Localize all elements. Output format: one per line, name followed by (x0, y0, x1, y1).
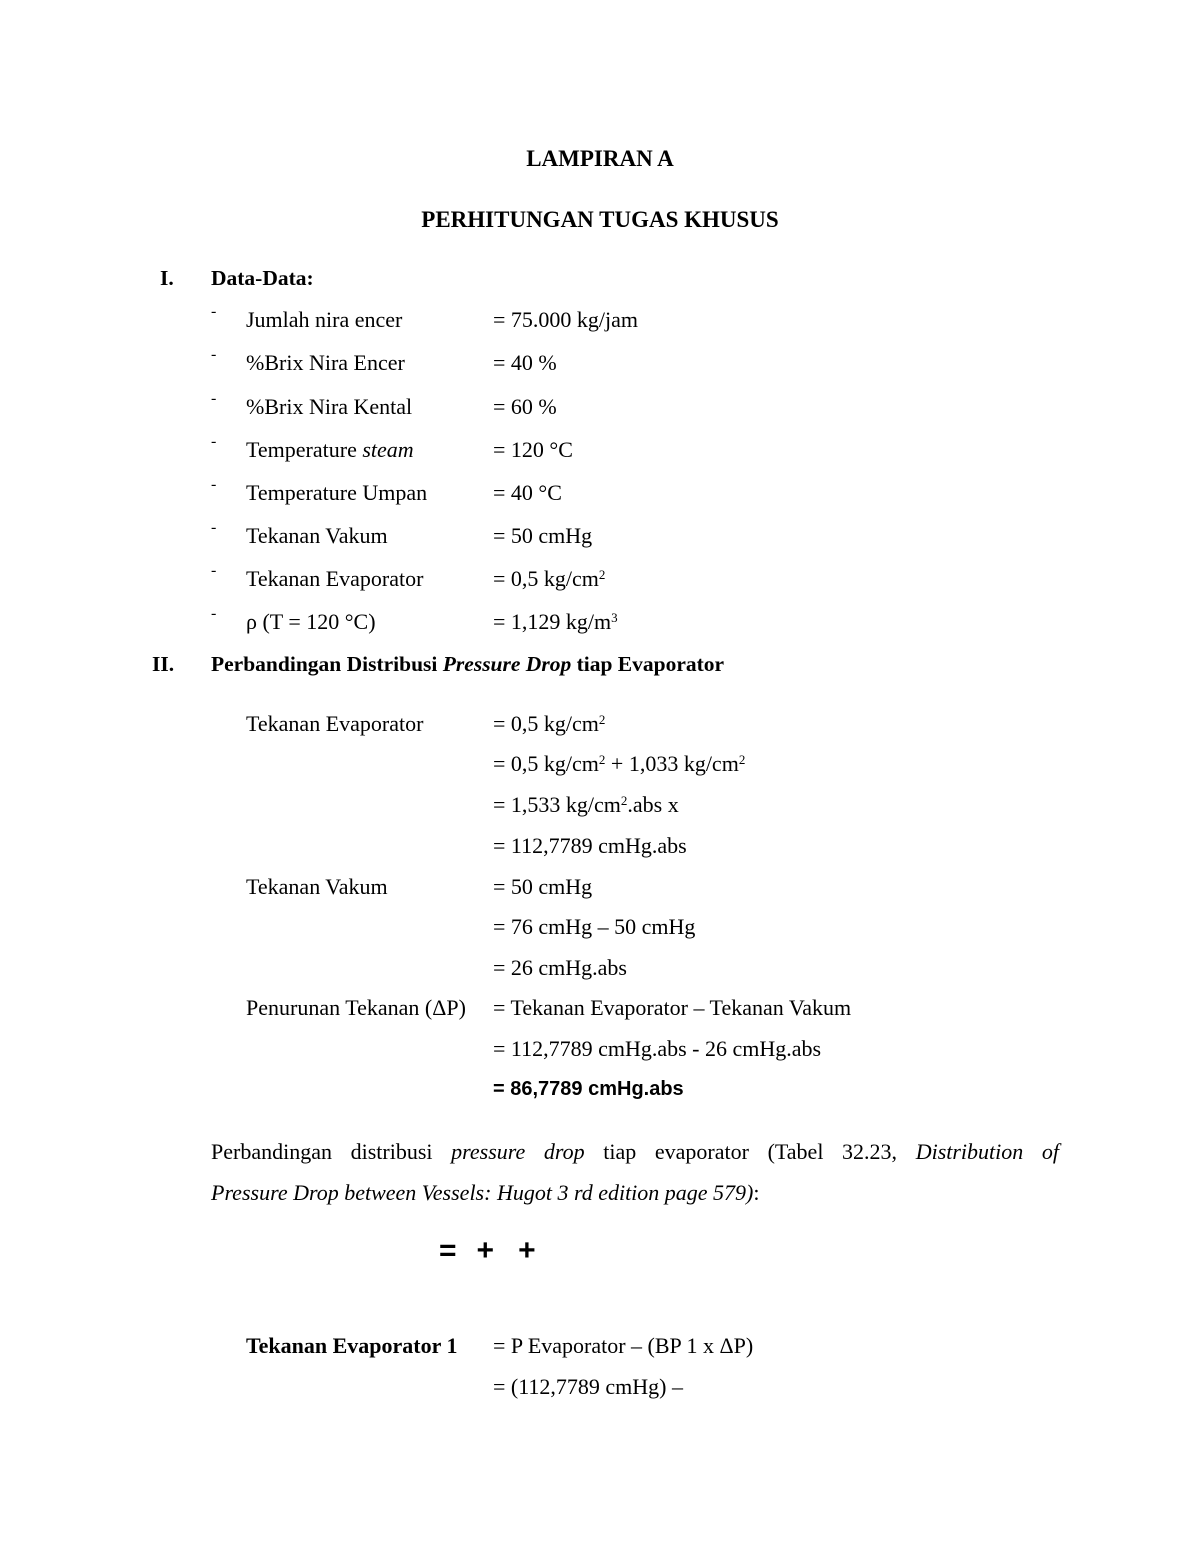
calc-line: = 112,7789 cmHg.abs - 26 cmHg.abs (493, 1036, 822, 1061)
vacuum-pressure-label: Tekanan Vakum (246, 874, 388, 899)
calc-line: = (112,7789 cmHg) – (493, 1374, 684, 1399)
bullet-dash: - (211, 390, 217, 407)
calc-line: = 0,5 $kg/cm^2$ (493, 711, 606, 736)
section-2-numeral: II. (152, 652, 175, 676)
bullet-dash: - (211, 433, 217, 450)
paragraph-line-2: Pressure Drop between Vessels: Hugot 3 rd edition page 579): (211, 1180, 760, 1205)
steam-emphasis: steam (362, 437, 414, 462)
data-label: %Brix Nira Encer (246, 350, 405, 375)
calc-line: = 0,5 $kg/cm^2 + 1,033$ $kg/cm^2$ (493, 751, 746, 776)
data-value: = 0,5 $kg/cm^2$ (493, 566, 606, 591)
plus-sign: + (518, 1234, 536, 1267)
calc-line: = 76 cmHg – 50 cmHg (493, 914, 696, 939)
data-label: Jumlah nira encer (246, 307, 403, 332)
calc-line: = 50 cmHg (493, 874, 593, 899)
page-subtitle: PERHITUNGAN TUGAS KHUSUS (421, 207, 779, 232)
data-label: Temperature steam (246, 437, 414, 462)
data-value: = 1,129 $kg/m^3$ (493, 609, 618, 634)
pressure-drop-result: = 86,7789 cmHg.abs (493, 1078, 684, 1100)
data-value: = 75.000 kg/jam (493, 307, 639, 332)
evaporator-1-label: Tekanan Evaporator 1 (246, 1333, 458, 1358)
data-value: = 60 % (493, 394, 557, 419)
pressure-drop-label: Penurunan Tekanan (ΔP) (246, 995, 466, 1020)
bullet-dash: - (211, 605, 217, 622)
data-label: %Brix Nira Kental (246, 394, 413, 419)
calc-line: = 26 cmHg.abs (493, 955, 627, 980)
data-value: = 120 °C (493, 437, 573, 462)
data-label: Tekanan Evaporator (246, 566, 424, 591)
calc-line: = Tekanan Evaporator – Tekanan Vakum (493, 995, 852, 1020)
bullet-dash: - (211, 346, 217, 363)
data-value: = 50 cmHg (493, 523, 593, 548)
data-value: = 40 °C (493, 480, 562, 505)
calc-line: = 112,7789 cmHg.abs (493, 833, 687, 858)
bullet-dash: - (211, 519, 217, 536)
calc-line: = 1,533 $kg/cm^2.abs$ x (493, 792, 679, 817)
data-label: Temperature Umpan (246, 480, 428, 505)
section-2-heading: Perbandingan Distribusi Pressure Drop tiap Evaporator (211, 652, 725, 676)
equation (439, 1234, 536, 1268)
page-title: LAMPIRAN A (526, 146, 674, 171)
bullet-dash: - (211, 562, 217, 579)
plus-sign: + (476, 1234, 495, 1267)
data-value: = 40 % (493, 350, 557, 375)
data-label: ρ (T = 120 °C) (246, 609, 376, 634)
calc-line: = P Evaporator – (BP 1 x ΔP) (493, 1333, 754, 1358)
section-1-numeral: I. (160, 266, 174, 290)
bullet-dash: - (211, 303, 217, 320)
data-label: Tekanan Vakum (246, 523, 388, 548)
paragraph-line-1: Perbandingan distribusi pressure drop tiap evaporator (Tabel 32.23, Distribution of (211, 1139, 1059, 1164)
evaporator-pressure-label: Tekanan Evaporator (246, 711, 424, 736)
section-1-heading: Data-Data: (211, 266, 314, 290)
equals-sign: = (439, 1234, 457, 1267)
bullet-dash: - (211, 476, 217, 493)
